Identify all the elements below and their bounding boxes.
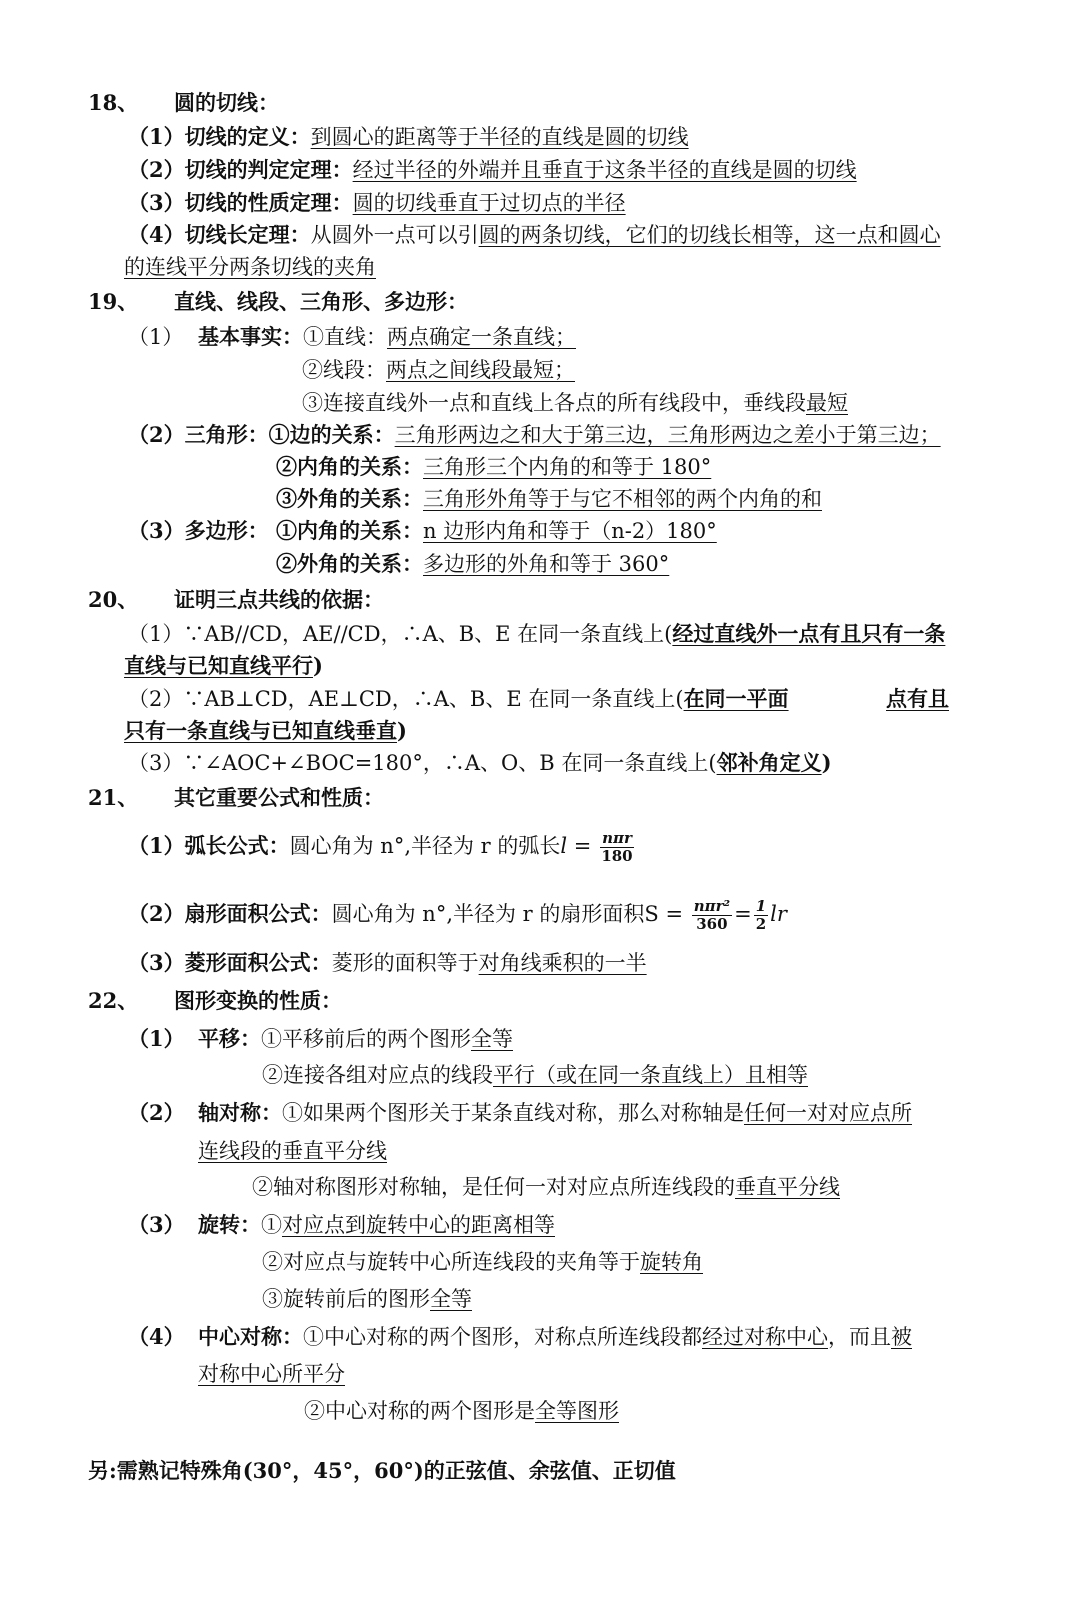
- text-underlined: 对角线乘积的一半: [478, 951, 647, 975]
- section-18-number: 18、: [88, 90, 139, 115]
- label: （2）切线的判定定理：: [128, 157, 353, 182]
- text: ①如果两个图形关于某条直线对称，那么对称轴是: [282, 1101, 744, 1125]
- text: ①中心对称的两个图形，对称点所连线段都: [303, 1325, 702, 1349]
- text: 经过半径的外端并且垂直于这条半径的直线是圆的切线: [352, 158, 857, 182]
- text-underlined: 对应点到旋转中心的距离相等: [282, 1213, 555, 1237]
- s22-line-7: [262, 1247, 703, 1277]
- text: ，而且: [828, 1325, 891, 1349]
- text: 对称中心所平分: [198, 1362, 345, 1386]
- s18-line-1: [128, 122, 689, 152]
- half-fraction: [754, 898, 768, 933]
- s21-line-3: [128, 948, 647, 978]
- text: 三角形两边之和大于第三边，三角形两边之差小于第三边；: [394, 423, 941, 447]
- text: 连线段的垂直平分线: [198, 1139, 387, 1163]
- text: 圆心角为 n°,半径为 r 的弧长: [289, 834, 561, 858]
- label: 旋转：: [198, 1212, 261, 1237]
- text: 两点确定一条直线；: [387, 325, 576, 349]
- s19-line-1b: [198, 322, 576, 352]
- text: 从圆外一点可以引: [310, 223, 479, 247]
- text-underlined: 平行（或在同一条直线上）且相等: [493, 1063, 808, 1087]
- arc-length-fraction: [600, 830, 634, 865]
- section-21-title: 其它重要公式和性质：: [174, 785, 384, 810]
- label: 基本事实：: [198, 324, 303, 349]
- section-22-number: 22、: [88, 988, 139, 1013]
- text-underlined: 垂直平分线: [735, 1175, 840, 1199]
- s19-line-1: [128, 322, 183, 352]
- sub-label: ②外角的关系：: [276, 551, 423, 576]
- text-underlined: 最短: [806, 391, 848, 415]
- s20-line-4: [124, 716, 407, 746]
- s22-line-5: [252, 1172, 840, 1202]
- text: ③连接直线外一点和直线上各点的所有线段中，垂线段: [302, 391, 806, 415]
- sub-label: ①内角的关系：: [276, 518, 423, 543]
- label: （1）切线的定义：: [128, 124, 311, 149]
- formula-rhs: lr: [770, 902, 787, 926]
- s22-line-6: [198, 1210, 555, 1240]
- numerator: 1: [755, 897, 767, 915]
- s22-line-10: [198, 1359, 345, 1389]
- text: ②轴对称图形对称轴，是任何一对对应点所连线段的: [252, 1175, 735, 1199]
- text-underlined: 经过对称中心: [702, 1325, 828, 1349]
- text-underlined: 任何一对对应点所: [744, 1101, 912, 1125]
- s18-line-3: [128, 188, 626, 218]
- s18-line-5: [124, 252, 376, 282]
- s20-line-1: [128, 619, 945, 649]
- section-18-title: 圆的切线：: [174, 90, 279, 115]
- s22-item-3-num: （3）: [128, 1212, 185, 1237]
- sub-label: ②内角的关系：: [276, 454, 423, 479]
- paren: ): [313, 653, 323, 678]
- text: ①: [261, 1213, 282, 1237]
- sector-area-fraction: [692, 898, 732, 933]
- s22-line-9: [198, 1322, 912, 1352]
- label: （1）弧长公式：: [128, 833, 290, 858]
- s18-line-4: [128, 220, 941, 250]
- section-19-title: 直线、线段、三角形、多边形：: [174, 289, 468, 314]
- label: （2）扇形面积公式：: [128, 901, 332, 926]
- section-20-title: 证明三点共线的依据：: [174, 587, 384, 612]
- label: （2）三角形：: [128, 422, 269, 447]
- reason: 只有一条直线与已知直线垂直: [124, 718, 397, 743]
- text: 圆心角为 n°,半径为 r 的扇形面积S =: [331, 902, 684, 926]
- text: ②连接各组对应点的线段: [262, 1063, 493, 1087]
- s21-line-1: [128, 830, 636, 865]
- label: 轴对称：: [198, 1100, 282, 1125]
- s22-line-11: [304, 1396, 619, 1426]
- section-19-number: 19、: [88, 289, 139, 314]
- numerator: nπr: [602, 829, 632, 847]
- label: （3）菱形面积公式：: [128, 950, 332, 975]
- text: n 边形内角和等于（n-2）180°: [423, 519, 717, 543]
- text: 多边形的外角和等于 360°: [423, 552, 670, 576]
- reason: 点有且: [886, 686, 949, 711]
- text: 菱形的面积等于: [331, 951, 479, 975]
- reason: 在同一平面: [683, 686, 789, 711]
- s19-line-2: [302, 355, 575, 385]
- s22-item-4-num: （4）: [128, 1324, 185, 1349]
- s22-line-1: [198, 1024, 513, 1054]
- footer-note: 另:需熟记特殊角(30°，45°，60°)的正弦值、余弦值、正切值: [88, 1458, 676, 1483]
- s19-line-5: [276, 452, 711, 482]
- equals: =: [734, 902, 752, 926]
- s19-line-7b: [276, 516, 717, 546]
- text: （3）∵∠AOC+∠BOC=180°，∴A、O、B 在同一条直线上(: [128, 751, 717, 775]
- reason: 邻补角定义: [716, 750, 822, 775]
- text: ③旋转前后的图形: [262, 1287, 430, 1311]
- s18-line-2: [128, 155, 857, 185]
- s20-line-3-end: [886, 684, 949, 714]
- sub-label: ①边的关系：: [268, 422, 395, 447]
- formula-lhs: l =: [560, 834, 592, 858]
- label: （3）多边形：: [128, 518, 269, 543]
- section-20-number: 20、: [88, 587, 139, 612]
- s19-line-3: [302, 388, 848, 418]
- s19-line-6: [276, 484, 822, 514]
- label: 平移：: [198, 1026, 261, 1051]
- label: （3）切线的性质定理：: [128, 190, 353, 215]
- s22-line-2: [262, 1060, 808, 1090]
- s22-item-2-num: （2）: [128, 1100, 185, 1125]
- text: 圆的切线垂直于过切点的半径: [352, 191, 626, 215]
- text: 三角形三个内角的和等于 180°: [423, 455, 712, 479]
- s19-line-8: [276, 549, 669, 579]
- text-underlined: 全等: [430, 1287, 472, 1311]
- s20-line-5: [128, 748, 832, 778]
- text: 的连线平分两条切线的夹角: [124, 255, 376, 279]
- s19-line-7: [128, 516, 269, 546]
- sub-label: ①直线：: [303, 325, 387, 349]
- text: 三角形外角等于与它不相邻的两个内角的和: [423, 487, 822, 511]
- text-underlined: 被: [891, 1325, 912, 1349]
- sub-label: ③外角的关系：: [276, 486, 423, 511]
- s22-line-4: [198, 1136, 387, 1166]
- text: ②中心对称的两个图形是: [304, 1399, 535, 1423]
- paren: ): [821, 750, 832, 775]
- denominator: 180: [601, 847, 633, 865]
- denominator: 360: [696, 915, 728, 933]
- denominator: 2: [755, 915, 767, 933]
- text: （2）∵AB⊥CD，AE⊥CD，∴A、B、E 在同一条直线上(: [128, 687, 684, 711]
- text: （1）∵AB//CD，AE//CD，∴A、B、E 在同一条直线上(: [128, 622, 673, 646]
- numerator: nπr²: [693, 897, 731, 915]
- s22-line-3: [198, 1098, 912, 1128]
- reason: 直线与已知直线平行: [124, 653, 313, 678]
- section-21-number: 21、: [88, 785, 139, 810]
- sub-label: ②线段：: [302, 358, 386, 382]
- section-22-title: 图形变换的性质：: [174, 988, 342, 1013]
- label: 中心对称：: [198, 1324, 303, 1349]
- text: 到圆心的距离等于半径的直线是圆的切线: [310, 125, 689, 149]
- text: 两点之间线段最短；: [386, 358, 575, 382]
- s20-line-3: [128, 684, 789, 714]
- s21-line-2: [128, 898, 787, 933]
- s22-item-1-num: （1）: [128, 1026, 185, 1051]
- s22-line-8: [262, 1284, 472, 1314]
- text-underlined: 全等图形: [535, 1399, 619, 1423]
- text-underlined: 全等: [471, 1027, 513, 1051]
- text: ②对应点与旋转中心所连线段的夹角等于: [262, 1250, 640, 1274]
- s20-line-2: [124, 651, 323, 681]
- item-num: （1）: [128, 325, 184, 349]
- s19-line-4: [128, 420, 941, 450]
- reason: 经过直线外一点有且只有一条: [672, 621, 946, 646]
- label: （4）切线长定理：: [128, 222, 311, 247]
- paren: ): [397, 718, 407, 743]
- text: ①平移前后的两个图形: [261, 1027, 471, 1051]
- text-underlined: 旋转角: [640, 1250, 703, 1274]
- text-underlined: 圆的两条切线，它们的切线长相等，这一点和圆心: [478, 223, 941, 247]
